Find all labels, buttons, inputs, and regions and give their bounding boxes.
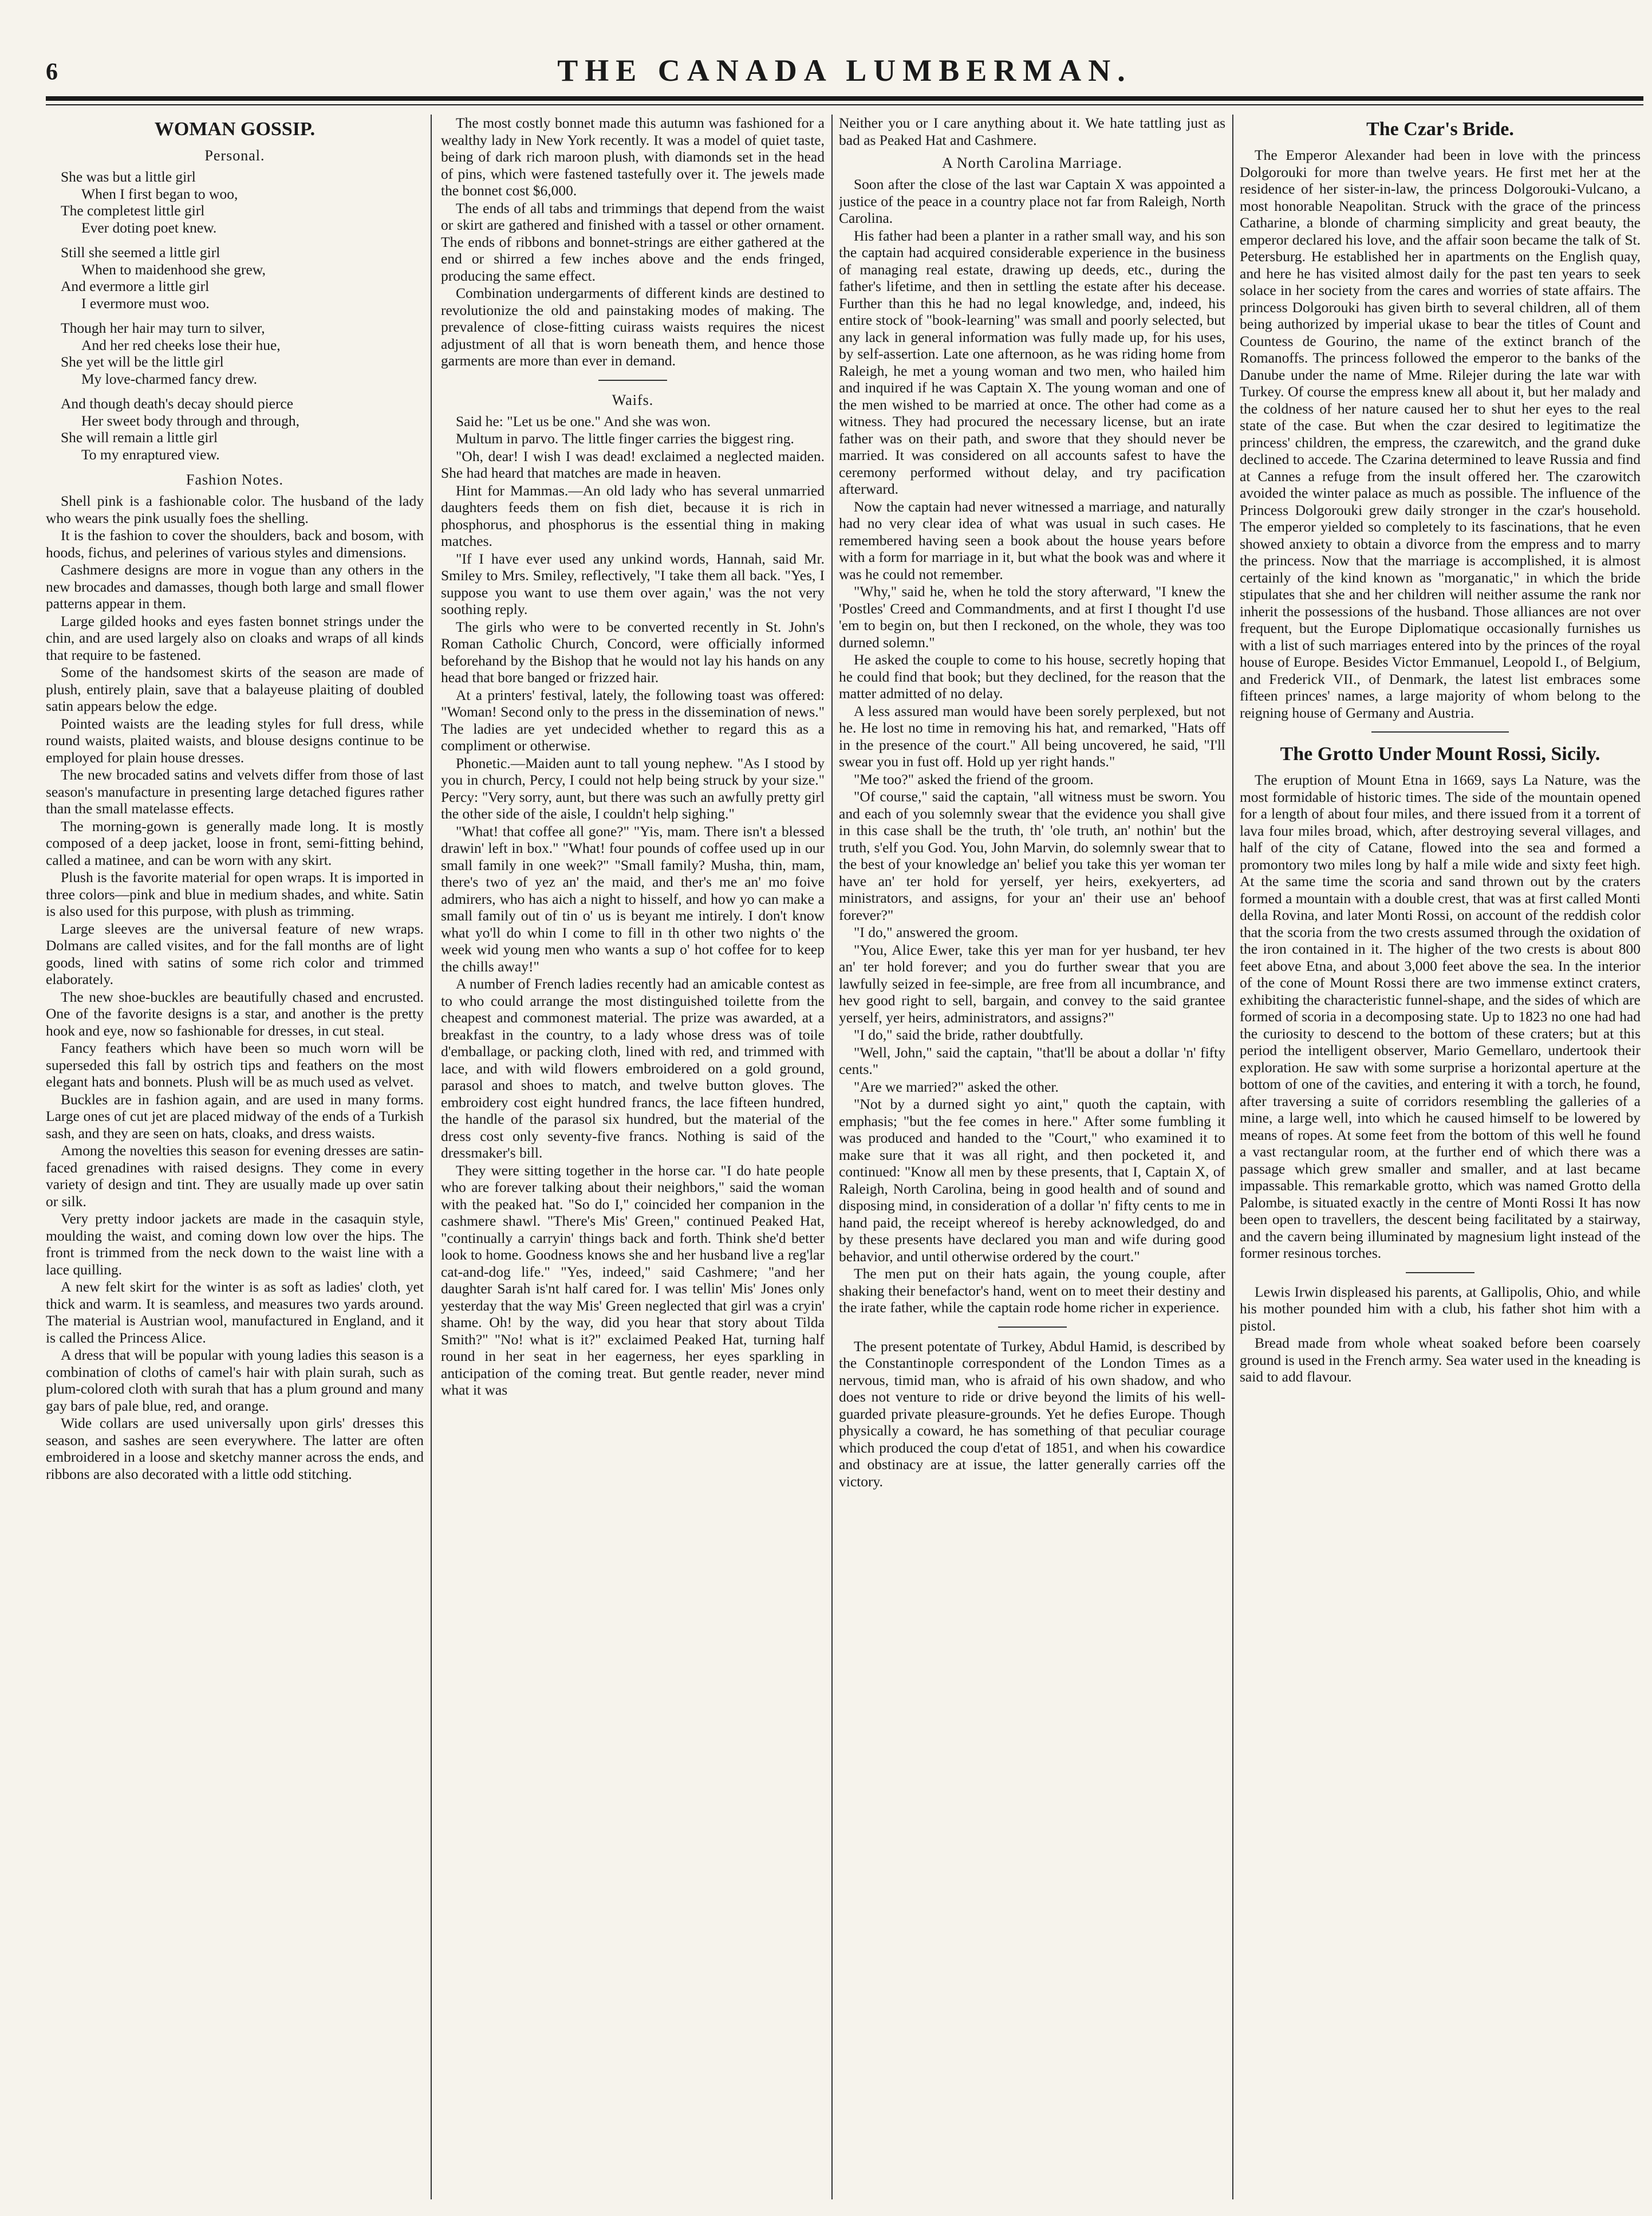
separator xyxy=(998,1327,1067,1328)
paragraph: Among the novelties this season for evening dresses are satin-faced grenadines with raised designs. They come in every variety of design and tint. They are usually made up over satin or silk. xyxy=(46,1142,424,1210)
column-rule xyxy=(1232,115,1233,2199)
paragraph: Wide collars are used universally upon girls' dresses this season, and sashes are seen everywhere. The latter are often embroidered in a loose and sketchy manner across the ends, and ribbons are also decorated with a little odd stitching. xyxy=(46,1415,424,1482)
paragraph: Said he: "Let us be one." And she was won. xyxy=(456,412,711,430)
paragraph: The new shoe-buckles are beautifully chased and encrusted. One of the favorite designs is a star, and another is the pretty hook and eye, now so fashionable for dresses, in cut steal. xyxy=(46,988,424,1039)
paragraph: "Of course," said the captain, "all witness must be sworn. You and each of you solemnly swear that the evidence you shall give in this case shall be the truth, th' 'ole truth, an' nothin' but the truth, s'elf you God. You, John Marvin, do solemnly swear that to the best of your knowledge an' belief you take this yer woman ter have an' ter hold for yerself, yer heirs, exekyerters, ad ministrators, and assigns, for your an' their use an' behoof forever?" xyxy=(839,788,1225,923)
paragraph: The girls who were to be converted recently in St. John's Roman Catholic Church, Concord, were officially informed beforehand by the Bishop that he would not lay his hands on any head that bore banged or frizzed hair. xyxy=(441,618,825,686)
paragraph: Multum in parvo. The little finger carries the biggest ring. xyxy=(456,430,794,447)
paragraph: The ends of all tabs and trimmings that depend from the waist or skirt are gathered and finished with a tassel or other ornament. The ends of ribbons and bonnet-strings are either gathered at the end or shirred a few inches above and the ends fringed, producing the same effect. xyxy=(441,199,825,284)
paragraph: "Well, John," said the captain, "that'll be about a dollar 'n' fifty cents." xyxy=(839,1044,1225,1077)
poem-line: Still she seemed a little girl xyxy=(61,244,220,261)
poem-stanza xyxy=(61,168,424,236)
poem-line: Though her hair may turn to silver, xyxy=(61,320,265,336)
column-3 xyxy=(839,115,1225,2199)
paragraph: Neither you or I care anything about it. We hate tattling just as bad as Peaked Hat and Cashmere. xyxy=(839,115,1225,148)
poem-line: And her red cheeks lose their hue, xyxy=(81,336,281,353)
column-rule xyxy=(431,115,432,2199)
paragraph: Very pretty indoor jackets are made in the casaquin style, moulding the waist, and coming down low over the hips. The front is trimmed from the neck down to the waist line with a lace quilling. xyxy=(46,1210,424,1278)
article-title: WOMAN GOSSIP. xyxy=(154,119,316,140)
poem-stanza xyxy=(61,395,424,463)
paragraph: At a printers' festival, lately, the following toast was offered: "Woman! Second only to the press in the dissemination of news." The ladies are yet undecided whether to regard this as a compliment or otherwise. xyxy=(441,686,825,754)
masthead: THE CANADA LUMBERMAN. xyxy=(557,53,1132,88)
paragraph: "Oh, dear! I wish I was dead! exclaimed a neglected maiden. She had heard that matches are made in heaven. xyxy=(441,447,825,481)
poem-line: She was but a little girl xyxy=(61,168,196,185)
paragraph: Fancy feathers which have been so much worn will be superseded this fall by ostrich tips and feathers on the most elegant hats and bonnets. Plush will be as much used as velvet. xyxy=(46,1040,424,1090)
section-heading: Personal. xyxy=(204,147,265,164)
paragraph: The morning-gown is generally made long. It is mostly composed of a deep jacket, loose in front, semi-fitting behind, called a matinee, and can be worn with any skirt. xyxy=(46,817,424,868)
column-2 xyxy=(441,115,825,2199)
paragraph: Buckles are in fashion again, and are used in many forms. Large ones of cut jet are placed midway of the ends of a Turkish sash, and they are seen on hats, cloaks, and dress waists. xyxy=(46,1091,424,1142)
separator xyxy=(598,380,667,381)
paragraph: They were sitting together in the horse car. "I do hate people who are forever talking about their neighbors," said the woman with the peaked hat. "So do I," coincided her companion in the cashmere shawl. "There's Mis' Green," continued Peaked Hat, "continually a carryin' things back and forth. Think she'd better look to home. Goodness knows she and her husband live a reg'lar cat-and-dog life." "Yes, indeed," said Cashmere; "and her daughter Sarah is'nt half cared for. I was tellin' Mis' Jones only yesterday that the way Mis' Green neglected that girl was a cryin' shame. Oh! by the way, did you hear that story about Tilda Smith?" "No! what is it?" exclaimed Peaked Hat, turning half round in her seat in her eagerness, her eyes sparkling in anticipation of the coming treat. But gentle reader, never mind what it was xyxy=(441,1162,825,1398)
paragraph: Soon after the close of the last war Captain X was appointed a justice of the peace in a country place not far from Raleigh, North Carolina. xyxy=(839,176,1225,226)
paragraph: "Are we married?" asked the other. xyxy=(854,1078,1059,1095)
article-title: The Grotto Under Mount Rossi, Sicily. xyxy=(1280,743,1600,765)
paragraph: The Emperor Alexander had been in love with the princess Dolgorouki for more than twelve years. He first met her at the residence of her sister-in-law, the princess Dolgorouki-Vulcano, a most honorable Neapolitan. Struck with the grace of the princess Catharine, a blonde of charming simplicity and great beauty, the emperor declared his love, and the affair soon became the talk of St. Petersburg. He established her in apartments on the English quay, and here he has visited almost daily for the past ten years to seek solace in her society from the cares and worries of state affairs. The princess Dolgorouki has given birth to several children, all of them being authorized by imperial ukase to bear the titles of Count and Countess de Gourino, the name of the extinct branch of the Romanoffs. The princess followed the emperor to the banks of the Danube under the name of Mme. Rilejer during the late war with Turkey. Of course the empress knew all about it, but her malady and the coldness of her nature caused her to shut her eyes to the real state of the case. But when the czar desired to legitimatize the princess' children, the empress, the czarewitch, and the grand duke declined to accede. The Czarina determined to leave Russia and find at Cannes a refuge from the insult offered her. The czarowitch avoided the winter palace as much as possible. The influence of the Princess Dolgorouki grew daily stronger in the czar's household. The emperor yielded so completely to its fascinations, that he even showed anxiety to obtain a divorce from the empress and to marry the princess. Now that the marriage is accomplished, it is almost certainly of the kind known as "morganatic," in which the bride stipulates that she and her children will neither assume the rank nor inherit the possessions of the husband. Those alliances are not over frequent, but the Europe Diplomatique occasionally furnishes us with a list of such marriages entered into by the princes of the royal house of Europe. Besides Victor Emmanuel, Leopold I., of Belgium, and Frederick VII., of Denmark, the latest list embraces some fifteen princes' names, a large majority of whom belong to the reigning house of Germany and Austria. xyxy=(1240,147,1641,721)
poem-line: Ever doting poet knew. xyxy=(81,219,217,236)
paragraph: A less assured man would have been sorely perplexed, but not he. He lost no time in removing his hat, and remarked, "Hats off in the presence of the court." All being uncovered, he said, "I'll swear you in fust off. Hold up yer right hands." xyxy=(839,702,1225,770)
column-rule xyxy=(831,115,833,2199)
paragraph: The present potentate of Turkey, Abdul Hamid, is described by the Constantinople correspondent of the London Times as a nervous, timid man, who is afraid of his own shadow, and who does not venture to ride or drive beyond the limits of his well-guarded private pleasure-grounds. Yet he defies Europe. Though physically a coward, he has something of that peculiar courage which produced the coup d'etat of 1851, and when his cowardice and obstinacy are at issue, the latter generally carries off the victory. xyxy=(839,1337,1225,1490)
paragraph: Large gilded hooks and eyes fasten bonnet strings under the chin, and are used largely also on cloaks and wraps of all kinds that require to be fastened. xyxy=(46,612,424,663)
paragraph: Pointed waists are the leading styles for full dress, while round waists, plaited waists, and blouse designs continue to be employed for plain house dresses. xyxy=(46,715,424,766)
paragraph: The eruption of Mount Etna in 1669, says La Nature, was the most formidable of historic times. The side of the mountain opened for a length of about four miles, and there issued from it a torrent of lava four miles broad, which, after destroying several villages, and half of the city of Catane, flowed into the sea and formed a promontory two miles long by half a mile wide and sixty feet high. At the same time the scoria and sand thrown out by the craters formed a mountain with a double crest, that was at first called Monti della Rovina, and later Monti Rossi, on account of the reddish color that the scoria from the two crests assumed through the oxidation of the iron contained in it. The higher of the two crests is about 800 feet above Etna, and about 3,000 feet above the sea. In the interior of the cone of Mount Rossi there are two immense extinct craters, exhibiting the characteristic funnel-shape, and the sides of which are formed of scoria in a decomposing state. Up to 1823 no one had had the curiosity to descend to the bottom of these craters; but at this period the intelligent observer, Mario Gemellaro, undertook their exploration. He saw with some surprise a horizontal aperture at the bottom of one of the cavities, and entering it with a torch, he found, after traversing a suite of corridors resembling the galleries of a mine, a large well, into which he caused himself to be lowered by means of ropes. At some feet from the bottom of this well he found a vast rectangular room, at the further end of which there was a passage which grew smaller and smaller, and at last became impassable. This remarkable grotto, which was named Grotto della Palombe, is situated exactly in the centre of Monti Rossi It has now been open to travellers, the descent being facilitated by a stairway, and the cavern being illuminated by magnesium light instead of the former resinous torches. xyxy=(1240,772,1641,1261)
paragraph: Bread made from whole wheat soaked before been coarsely ground is used in the French army. Sea water used in the kneading is said to add flavour. xyxy=(1240,1335,1641,1385)
paragraph: Now the captain had never witnessed a marriage, and naturally had no very clear idea of what was usual in such cases. He remembered having seen a book about the house years before with a form for marriage in it, but what the book was and where it was he could not remember. xyxy=(839,498,1225,582)
poem-line: She yet will be the little girl xyxy=(61,353,224,370)
paragraph: Shell pink is a fashionable color. The husband of the lady who wears the pink usually foes the shelling. xyxy=(46,493,424,526)
separator xyxy=(1371,731,1509,733)
paragraph: "What! that coffee all gone?" "Yis, mam. There isn't a blessed drawin' left in box." "What! four pounds of coffee used up in our small family in one week?" "Small family? Musha, thin, mam, there's two of yez an' the maid, and ther's me an' mo foive admirers, who has aich a night to hisself, and how yo can make a small family out of tin o' us is beyant me intirely. I don't know what yo'll do whin I come to fill in th other two nights o' the week wid young men who wants a sup o' hot coffee for to keep the chills away!" xyxy=(441,822,825,975)
paragraph: Large sleeves are the universal feature of new wraps. Dolmans are called visites, and for the fall months are of light goods, lined with satins of some rich color and trimmed elaborately. xyxy=(46,920,424,987)
poem-line: Her sweet body through and through, xyxy=(81,412,300,429)
article-body xyxy=(46,493,424,1482)
column-1 xyxy=(46,115,424,2199)
paragraph: The most costly bonnet made this autumn was fashioned for a wealthy lady in New York recently. It was a model of quiet taste, being of dark rich maroon plush, with diamonds set in the head of pins, which were fastened tastefully over it. The jewels made the bonnet cost $6,000. xyxy=(441,115,825,199)
poem-line: I evermore must woo. xyxy=(81,294,210,312)
poem-line: When to maidenhood she grew, xyxy=(81,261,266,278)
header-rule xyxy=(46,96,1643,101)
paragraph: "Not by a durned sight yo aint," quoth the captain, with emphasis; "but the fee comes in here." After some fumbling it was produced and handed to the "Court," who examined it to make sure that it was all right, and then pocketed it, and continued: "Know all men by these presents, that I, Captain X, of Raleigh, North Carolina, being in good health and of sound and disposing mind, in consideration of a dollar 'n' fifty cents to me in hand paid, the receipt whereof is hereby acknowledged, do and by these presents have declared you man and wife during good behavior, and until otherwise ordered by the court." xyxy=(839,1096,1225,1265)
article-body xyxy=(839,176,1225,1316)
poem-stanza xyxy=(61,320,424,387)
paragraph: Cashmere designs are more in vogue than any others in the new brocades and damasses, though both large and small flower patterns appear in them. xyxy=(46,561,424,612)
paragraph: His father had been a planter in a rather small way, and his son the captain had acquired considerable experience in the business of managing real estate, drawing up deeds, etc., during the father's lifetime, and then in settling the estate after his decease. Further than this he had no legal knowledge, and, indeed, his entire stock of "book-learning" was small and poorly selected, but any lack in general information was fully made up, for his uses, by self-assertion. Late one afternoon, as he was riding home from Raleigh, he met a young woman and two men, who hailed him and inquired if he was Captain X. The young woman and one of the men wished to be married at once. The other had come as a witness. They had procured the necessary license, but an irate father was on their path, and swore that they should never be married. It was considered on all accounts safest to have the ceremony performed without delay, and try pacification afterward. xyxy=(839,227,1225,497)
header-rule-thin xyxy=(46,104,1643,105)
page-header xyxy=(46,23,1643,92)
poem-line: She will remain a little girl xyxy=(61,429,218,446)
paragraph: "You, Alice Ewer, take this yer man for yer husband, ter hev an' ter hold forever; and you do further swear that you are lawfully seized in fee-simple, are free from all incumbrance, and hev good right to sell, bargain, and convey to the said grantee yerself, yer heirs, administrators, and assigns?" xyxy=(839,941,1225,1026)
paragraph: Plush is the favorite material for open wraps. It is imported in three colors—pink and blue in medium shades, and white. Satin is also used for this purpose, with plush as trimming. xyxy=(46,869,424,919)
paragraph: A new felt skirt for the winter is as soft as ladies' cloth, yet thick and warm. It is seamless, and measures two yards around. The material is Austrian wool, manufactured in England, and it is called the Princess Alice. xyxy=(46,1278,424,1346)
paragraph: Phonetic.—Maiden aunt to tall young nephew. "As I stood by you in church, Percy, I could not help being struck by your size." Percy: "Very sorry, aunt, but there was such an awfully pretty girl the other side of the aisle, I couldn't help sighing." xyxy=(441,754,825,822)
paragraph: The new brocaded satins and velvets differ from those of last season's manufacture in presenting large detached figures rather than the small matelasse effects. xyxy=(46,766,424,817)
article-title: The Czar's Bride. xyxy=(1366,119,1514,140)
paragraph: A dress that will be popular with young ladies this season is a combination of cloths of camel's hair with plain surah, such as plum-colored cloth with surah that has a plum ground and many gay bars of pale blue, red, and orange. xyxy=(46,1347,424,1414)
section-heading: A North Carolina Marriage. xyxy=(942,155,1122,171)
poem-stanza xyxy=(61,244,424,312)
poem xyxy=(46,168,424,463)
paragraph: Lewis Irwin displeased his parents, at Gallipolis, Ohio, and while his mother pounded him with a club, his father shot him with a pistol. xyxy=(1240,1283,1641,1334)
paragraph: Combination undergarments of different kinds are destined to revolutionize the old and painstaking modes of making. The prevalence of close-fitting cuirass waists requires the nicest adjustment of all that is worn beneath them, and hence those garments are more than ever in demand. xyxy=(441,285,825,369)
article-body xyxy=(441,115,825,369)
poem-line: The completest little girl xyxy=(61,202,205,219)
column-4 xyxy=(1240,115,1641,2199)
paragraph: "If I have ever used any unkind words, Hannah, said Mr. Smiley to Mrs. Smiley, reflectively, "I take them all back. "Yes, I suppose you want to use them over again,' was the not very soothing reply. xyxy=(441,550,825,617)
poem-line: And evermore a little girl xyxy=(61,278,210,294)
paragraph: Some of the handsomest skirts of the season are made of plush, entirely plain, save that a balayeuse plaiting of doubled satin appears below the edge. xyxy=(46,664,424,714)
paragraph: "Me too?" asked the friend of the groom. xyxy=(854,770,1094,788)
section-heading: Waifs. xyxy=(612,391,654,408)
poem-line: My love-charmed fancy drew. xyxy=(81,370,258,387)
poem-line: And though death's decay should pierce xyxy=(61,395,294,412)
section-heading: Fashion Notes. xyxy=(186,471,283,488)
poem-line: When I first began to woo, xyxy=(81,185,238,202)
paragraph: It is the fashion to cover the shoulders, back and bosom, with hoods, fichus, and pelerines of various styles and dimensions. xyxy=(46,527,424,561)
paragraph: "I do," said the bride, rather doubtfully. xyxy=(854,1026,1083,1043)
paragraph: He asked the couple to come to his house, secretly hoping that he could find that book; but they declined, for the reason that the matter admitted of no delay. xyxy=(839,651,1225,702)
paragraph: "Why," said he, when he told the story afterward, "I knew the 'Postles' Creed and Commandments, and at first I thought I'd use 'em to begin on, but then I reckoned, on the whole, they was too durned solemn." xyxy=(839,583,1225,651)
paragraph: "I do," answered the groom. xyxy=(854,924,1019,940)
article-body xyxy=(441,413,825,1399)
page-number: 6 xyxy=(46,59,58,85)
poem-line: To my enraptured view. xyxy=(81,446,220,463)
paragraph: A number of French ladies recently had an amicable contest as to who could arrange the most distinguished toilette from the cheapest and commonest material. The prize was awarded, at a breakfast in the country, to a lady whose dress was of toile d'emballage, or packing cloth, lined with red, and trimmed with lace, and with wild flowers embroidered on a gold ground, parasol and shoes to match, and twelve button gloves. The embroidery cost eight hundred francs, the lace fifteen hundred, the handle of the parasol six hundred, but the material of the dress cost only seventy-five francs. Nothing is said of the dressmaker's bill. xyxy=(441,975,825,1161)
separator xyxy=(1406,1272,1474,1273)
paragraph: Hint for Mammas.—An old lady who has several unmarried daughters feeds them on fish diet, because it is rich in phosphorus, and phosphorus is the essential thing in making matches. xyxy=(441,482,825,549)
paragraph: The men put on their hats again, the young couple, after shaking their benefactor's hand, went on to meet their destiny and the irate father, while the captain rode home richer in experience. xyxy=(839,1265,1225,1316)
